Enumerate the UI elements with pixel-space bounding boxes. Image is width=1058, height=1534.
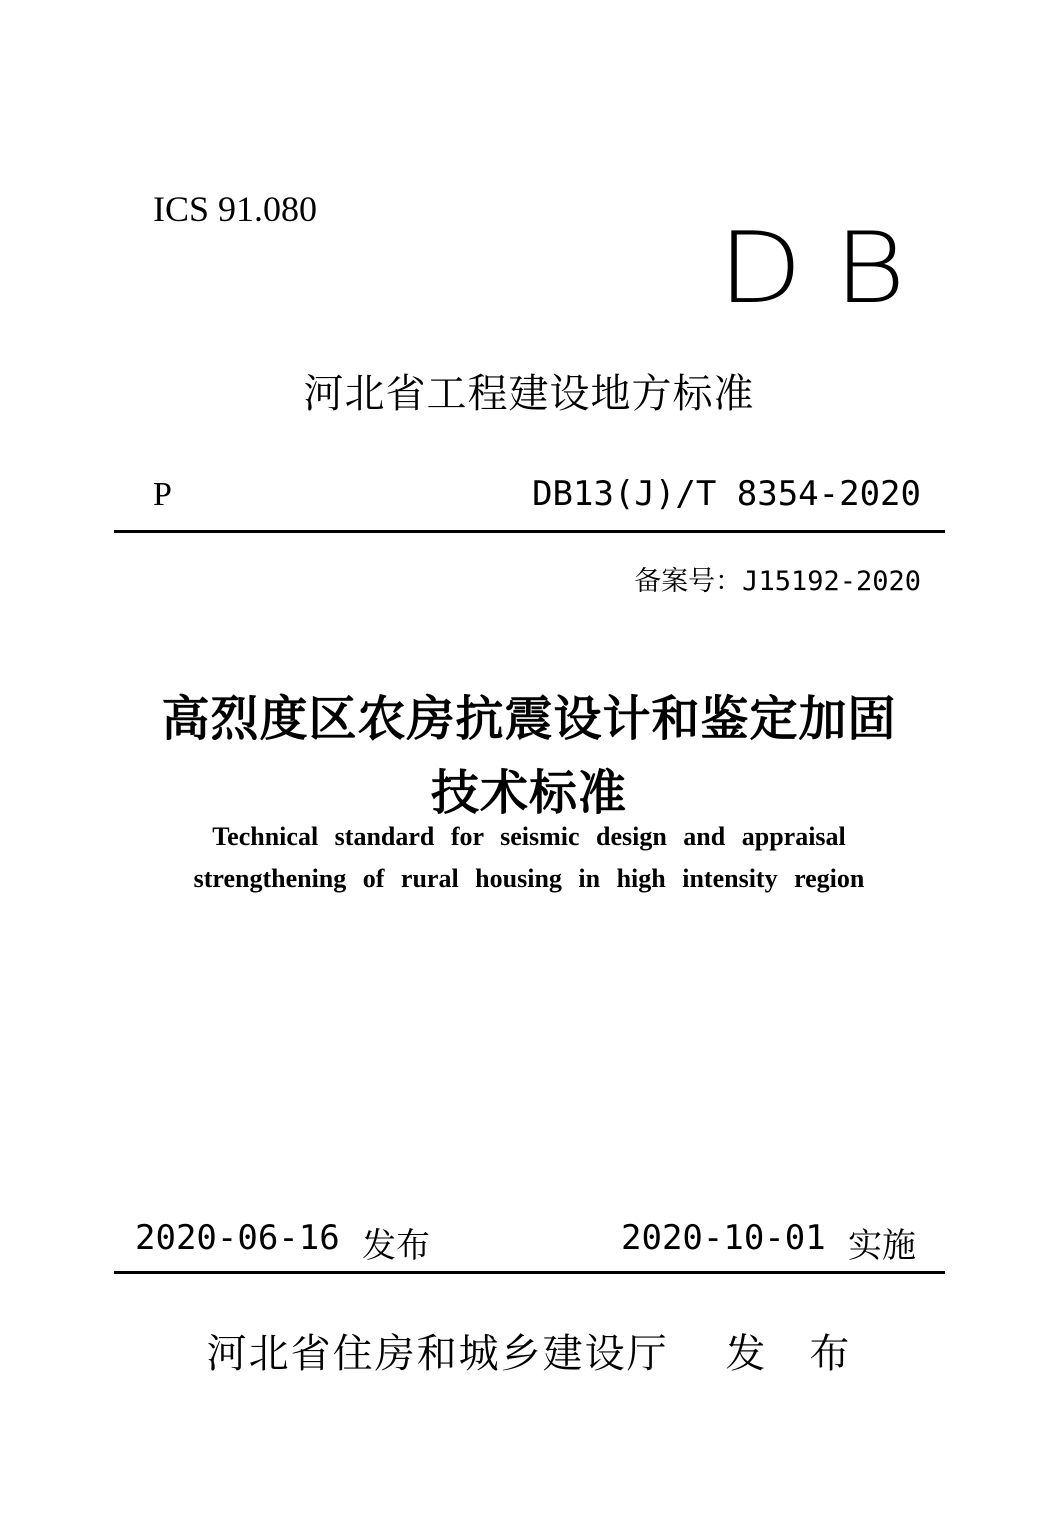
- filing-number: 备案号：J15192-2020: [634, 566, 921, 597]
- implement-label: 实施: [848, 1226, 916, 1266]
- standard-number: DB13(J)/T 8354-2020: [532, 474, 921, 514]
- publisher: 河北省住房和城乡建设厅 发 布: [206, 1331, 852, 1377]
- implement-date: 2020-10-01: [621, 1218, 826, 1258]
- title-en-line1: Technical standard for seismic design and appraisal: [212, 822, 846, 851]
- issue-label: 发布: [362, 1226, 430, 1266]
- title-en-line2: strengthening of rural housing in high intensity region: [193, 864, 865, 893]
- ics-code: ICS 91.080: [153, 189, 318, 229]
- title-cn-line1: 高烈度区农房抗震设计和鉴定加固: [161, 693, 897, 746]
- top-divider: [114, 530, 945, 533]
- issue-date: 2020-06-16: [135, 1218, 340, 1258]
- bottom-divider: [114, 1271, 945, 1274]
- series-title: 河北省工程建设地方标准: [303, 371, 755, 417]
- db-mark: DB: [718, 212, 938, 326]
- category-code: P: [153, 476, 172, 513]
- title-cn-line2: 技术标准: [430, 767, 627, 820]
